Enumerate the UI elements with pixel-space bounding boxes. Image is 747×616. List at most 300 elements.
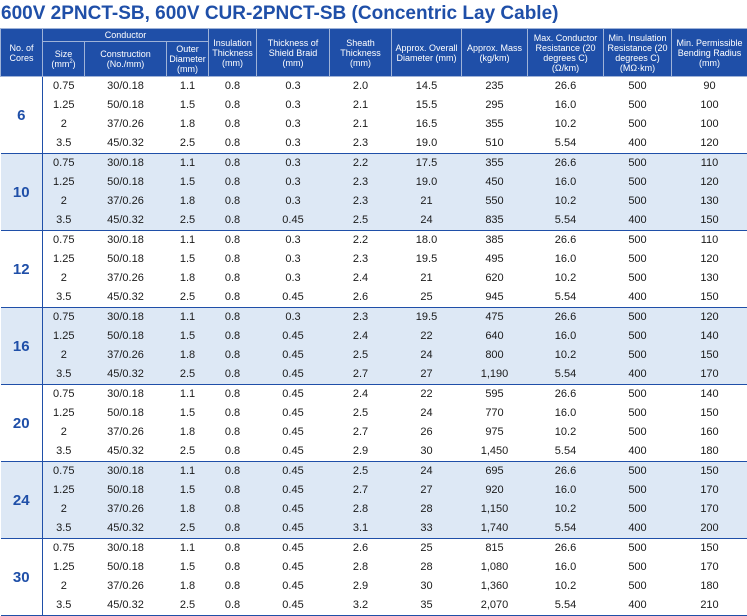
- cores-cell: 12: [1, 231, 43, 308]
- max-resistance-cell: 5.54: [528, 134, 604, 154]
- mass-cell: 450: [462, 173, 528, 192]
- outer-diameter-cell: 2.5: [167, 519, 209, 539]
- size-cell: 1.25: [43, 173, 85, 192]
- min-insulation-resistance-cell: 400: [604, 365, 672, 385]
- outer-diameter-cell: 1.1: [167, 385, 209, 405]
- insulation-thickness-cell: 0.8: [209, 211, 257, 231]
- outer-diameter-cell: 1.1: [167, 154, 209, 174]
- shield-braid-cell: 0.3: [257, 308, 330, 328]
- bending-radius-cell: 160: [672, 423, 747, 442]
- size-cell: 3.5: [43, 365, 85, 385]
- shield-braid-cell: 0.45: [257, 423, 330, 442]
- overall-diameter-cell: 21: [392, 192, 462, 211]
- mass-cell: 1,150: [462, 500, 528, 519]
- header-size-unit-post: ): [72, 59, 76, 69]
- sheath-cell: 2.2: [330, 154, 392, 174]
- insulation-thickness-cell: 0.8: [209, 500, 257, 519]
- shield-braid-cell: 0.45: [257, 442, 330, 462]
- shield-braid-cell: 0.45: [257, 577, 330, 596]
- table-row: [1, 404, 747, 423]
- shield-braid-cell: 0.45: [257, 346, 330, 365]
- size-cell: 1.25: [43, 96, 85, 115]
- mass-cell: 385: [462, 231, 528, 251]
- construction-cell: 50/0.18: [85, 558, 167, 577]
- sheath-cell: 2.5: [330, 462, 392, 482]
- mass-cell: 1,740: [462, 519, 528, 539]
- outer-diameter-cell: 2.5: [167, 134, 209, 154]
- min-insulation-resistance-cell: 500: [604, 250, 672, 269]
- max-resistance-cell: 5.54: [528, 596, 604, 616]
- size-cell: 2: [43, 423, 85, 442]
- max-resistance-cell: 10.2: [528, 577, 604, 596]
- table-row: [1, 462, 747, 482]
- table-row: [1, 134, 747, 154]
- min-insulation-resistance-cell: 500: [604, 77, 672, 97]
- overall-diameter-cell: 16.5: [392, 115, 462, 134]
- size-cell: 3.5: [43, 134, 85, 154]
- max-resistance-cell: 5.54: [528, 442, 604, 462]
- construction-cell: 37/0.26: [85, 423, 167, 442]
- bending-radius-cell: 110: [672, 154, 747, 174]
- header-size: [43, 42, 85, 77]
- sheath-cell: 2.5: [330, 211, 392, 231]
- mass-cell: 1,190: [462, 365, 528, 385]
- outer-diameter-cell: 1.8: [167, 192, 209, 211]
- table-row: [1, 250, 747, 269]
- insulation-thickness-cell: 0.8: [209, 192, 257, 211]
- mass-cell: 1,080: [462, 558, 528, 577]
- table-row: [1, 423, 747, 442]
- max-resistance-cell: 16.0: [528, 481, 604, 500]
- bending-radius-cell: 210: [672, 596, 747, 616]
- insulation-thickness-cell: 0.8: [209, 231, 257, 251]
- table-row: [1, 596, 747, 616]
- table-row: [1, 96, 747, 115]
- size-cell: 0.75: [43, 77, 85, 97]
- mass-cell: 595: [462, 385, 528, 405]
- insulation-thickness-cell: 0.8: [209, 327, 257, 346]
- construction-cell: 37/0.26: [85, 500, 167, 519]
- outer-diameter-cell: 2.5: [167, 211, 209, 231]
- construction-cell: 30/0.18: [85, 77, 167, 97]
- max-resistance-cell: 10.2: [528, 500, 604, 519]
- overall-diameter-cell: 19.5: [392, 250, 462, 269]
- shield-braid-cell: 0.45: [257, 462, 330, 482]
- mass-cell: 770: [462, 404, 528, 423]
- construction-cell: 50/0.18: [85, 250, 167, 269]
- sheath-cell: 3.2: [330, 596, 392, 616]
- sheath-cell: 2.5: [330, 346, 392, 365]
- bending-radius-cell: 170: [672, 365, 747, 385]
- mass-cell: 975: [462, 423, 528, 442]
- sheath-cell: 2.7: [330, 423, 392, 442]
- outer-diameter-cell: 1.1: [167, 77, 209, 97]
- max-resistance-cell: 26.6: [528, 77, 604, 97]
- shield-braid-cell: 0.3: [257, 134, 330, 154]
- table-row: [1, 231, 747, 251]
- min-insulation-resistance-cell: 500: [604, 539, 672, 559]
- construction-cell: 30/0.18: [85, 231, 167, 251]
- header-shield-braid: Thickness of Shield Braid (mm): [257, 29, 330, 77]
- outer-diameter-cell: 2.5: [167, 596, 209, 616]
- shield-braid-cell: 0.3: [257, 231, 330, 251]
- table-row: [1, 192, 747, 211]
- overall-diameter-cell: 17.5: [392, 154, 462, 174]
- min-insulation-resistance-cell: 500: [604, 462, 672, 482]
- min-insulation-resistance-cell: 500: [604, 115, 672, 134]
- max-resistance-cell: 26.6: [528, 154, 604, 174]
- shield-braid-cell: 0.3: [257, 250, 330, 269]
- outer-diameter-cell: 2.5: [167, 442, 209, 462]
- size-cell: 1.25: [43, 250, 85, 269]
- shield-braid-cell: 0.45: [257, 404, 330, 423]
- max-resistance-cell: 16.0: [528, 327, 604, 346]
- header-outer-diameter: Outer Diameter (mm): [167, 42, 209, 77]
- mass-cell: 640: [462, 327, 528, 346]
- overall-diameter-cell: 24: [392, 462, 462, 482]
- min-insulation-resistance-cell: 500: [604, 577, 672, 596]
- header-cores: No. of Cores: [1, 29, 43, 77]
- size-cell: 1.25: [43, 327, 85, 346]
- table-row: [1, 365, 747, 385]
- insulation-thickness-cell: 0.8: [209, 134, 257, 154]
- mass-cell: 620: [462, 269, 528, 288]
- overall-diameter-cell: 14.5: [392, 77, 462, 97]
- bending-radius-cell: 110: [672, 231, 747, 251]
- shield-braid-cell: 0.45: [257, 288, 330, 308]
- shield-braid-cell: 0.45: [257, 500, 330, 519]
- bending-radius-cell: 120: [672, 173, 747, 192]
- bending-radius-cell: 150: [672, 288, 747, 308]
- outer-diameter-cell: 1.1: [167, 539, 209, 559]
- bending-radius-cell: 150: [672, 404, 747, 423]
- size-cell: 3.5: [43, 211, 85, 231]
- sheath-cell: 2.5: [330, 404, 392, 423]
- overall-diameter-cell: 15.5: [392, 96, 462, 115]
- size-cell: 2: [43, 500, 85, 519]
- mass-cell: 800: [462, 346, 528, 365]
- shield-braid-cell: 0.3: [257, 154, 330, 174]
- table-row: [1, 269, 747, 288]
- header-size-label: Size: [54, 49, 73, 59]
- table-row: [1, 327, 747, 346]
- min-insulation-resistance-cell: 400: [604, 442, 672, 462]
- construction-cell: 30/0.18: [85, 462, 167, 482]
- outer-diameter-cell: 2.5: [167, 288, 209, 308]
- max-resistance-cell: 16.0: [528, 250, 604, 269]
- sheath-cell: 2.7: [330, 481, 392, 500]
- header-size-unit-sup: 2: [69, 59, 73, 65]
- min-insulation-resistance-cell: 400: [604, 519, 672, 539]
- overall-diameter-cell: 19.5: [392, 308, 462, 328]
- bending-radius-cell: 150: [672, 346, 747, 365]
- bending-radius-cell: 120: [672, 250, 747, 269]
- construction-cell: 37/0.26: [85, 192, 167, 211]
- min-insulation-resistance-cell: 500: [604, 423, 672, 442]
- construction-cell: 30/0.18: [85, 154, 167, 174]
- outer-diameter-cell: 1.5: [167, 327, 209, 346]
- min-insulation-resistance-cell: 500: [604, 404, 672, 423]
- cores-group: [1, 385, 747, 462]
- overall-diameter-cell: 24: [392, 211, 462, 231]
- size-cell: 3.5: [43, 519, 85, 539]
- insulation-thickness-cell: 0.8: [209, 115, 257, 134]
- outer-diameter-cell: 1.1: [167, 231, 209, 251]
- cores-cell: 24: [1, 462, 43, 539]
- bending-radius-cell: 100: [672, 115, 747, 134]
- mass-cell: 495: [462, 250, 528, 269]
- shield-braid-cell: 0.45: [257, 385, 330, 405]
- size-cell: 0.75: [43, 385, 85, 405]
- bending-radius-cell: 170: [672, 500, 747, 519]
- sheath-cell: 2.9: [330, 577, 392, 596]
- shield-braid-cell: 0.45: [257, 596, 330, 616]
- size-cell: 0.75: [43, 231, 85, 251]
- min-insulation-resistance-cell: 500: [604, 192, 672, 211]
- bending-radius-cell: 90: [672, 77, 747, 97]
- construction-cell: 45/0.32: [85, 288, 167, 308]
- overall-diameter-cell: 24: [392, 404, 462, 423]
- max-resistance-cell: 26.6: [528, 308, 604, 328]
- bending-radius-cell: 100: [672, 96, 747, 115]
- outer-diameter-cell: 1.8: [167, 346, 209, 365]
- table-row: [1, 558, 747, 577]
- sheath-cell: 2.0: [330, 77, 392, 97]
- outer-diameter-cell: 1.5: [167, 558, 209, 577]
- cores-cell: 30: [1, 539, 43, 616]
- bending-radius-cell: 170: [672, 558, 747, 577]
- size-cell: 0.75: [43, 462, 85, 482]
- table-row: [1, 154, 747, 174]
- bending-radius-cell: 140: [672, 385, 747, 405]
- header-construction: Construction (No./mm): [85, 42, 167, 77]
- insulation-thickness-cell: 0.8: [209, 346, 257, 365]
- construction-cell: 45/0.32: [85, 211, 167, 231]
- construction-cell: 50/0.18: [85, 404, 167, 423]
- overall-diameter-cell: 27: [392, 481, 462, 500]
- min-insulation-resistance-cell: 500: [604, 346, 672, 365]
- min-insulation-resistance-cell: 400: [604, 288, 672, 308]
- sheath-cell: 2.6: [330, 288, 392, 308]
- mass-cell: 1,450: [462, 442, 528, 462]
- overall-diameter-cell: 27: [392, 365, 462, 385]
- mass-cell: 835: [462, 211, 528, 231]
- shield-braid-cell: 0.45: [257, 211, 330, 231]
- overall-diameter-cell: 19.0: [392, 173, 462, 192]
- insulation-thickness-cell: 0.8: [209, 423, 257, 442]
- size-cell: 2: [43, 192, 85, 211]
- outer-diameter-cell: 1.8: [167, 500, 209, 519]
- outer-diameter-cell: 1.1: [167, 462, 209, 482]
- cores-group: [1, 539, 747, 616]
- construction-cell: 50/0.18: [85, 173, 167, 192]
- mass-cell: 695: [462, 462, 528, 482]
- min-insulation-resistance-cell: 500: [604, 96, 672, 115]
- max-resistance-cell: 10.2: [528, 423, 604, 442]
- header-mass: Approx. Mass (kg/km): [462, 29, 528, 77]
- cores-cell: 20: [1, 385, 43, 462]
- insulation-thickness-cell: 0.8: [209, 365, 257, 385]
- size-cell: 1.25: [43, 481, 85, 500]
- construction-cell: 45/0.32: [85, 365, 167, 385]
- outer-diameter-cell: 1.8: [167, 115, 209, 134]
- insulation-thickness-cell: 0.8: [209, 596, 257, 616]
- outer-diameter-cell: 1.8: [167, 423, 209, 442]
- overall-diameter-cell: 19.0: [392, 134, 462, 154]
- bending-radius-cell: 170: [672, 481, 747, 500]
- max-resistance-cell: 26.6: [528, 462, 604, 482]
- overall-diameter-cell: 22: [392, 385, 462, 405]
- mass-cell: 510: [462, 134, 528, 154]
- insulation-thickness-cell: 0.8: [209, 577, 257, 596]
- max-resistance-cell: 10.2: [528, 269, 604, 288]
- table-row: [1, 519, 747, 539]
- sheath-cell: 2.3: [330, 173, 392, 192]
- bending-radius-cell: 200: [672, 519, 747, 539]
- table-row: [1, 385, 747, 405]
- construction-cell: 50/0.18: [85, 96, 167, 115]
- table-row: [1, 308, 747, 328]
- bending-radius-cell: 140: [672, 327, 747, 346]
- mass-cell: 2,070: [462, 596, 528, 616]
- outer-diameter-cell: 1.8: [167, 269, 209, 288]
- table-row: [1, 173, 747, 192]
- outer-diameter-cell: 1.8: [167, 577, 209, 596]
- header-overall-diameter: Approx. Overall Diameter (mm): [392, 29, 462, 77]
- header-min-insulation-resistance: Min. Insulation Resistance (20 degrees C) (MΩ·km): [604, 29, 672, 77]
- min-insulation-resistance-cell: 500: [604, 308, 672, 328]
- shield-braid-cell: 0.45: [257, 539, 330, 559]
- insulation-thickness-cell: 0.8: [209, 404, 257, 423]
- insulation-thickness-cell: 0.8: [209, 250, 257, 269]
- min-insulation-resistance-cell: 500: [604, 481, 672, 500]
- header-insulation-thickness: Insulation Thickness (mm): [209, 29, 257, 77]
- bending-radius-cell: 180: [672, 577, 747, 596]
- sheath-cell: 2.4: [330, 269, 392, 288]
- size-cell: 2: [43, 577, 85, 596]
- sheath-cell: 2.3: [330, 134, 392, 154]
- min-insulation-resistance-cell: 500: [604, 154, 672, 174]
- insulation-thickness-cell: 0.8: [209, 539, 257, 559]
- cores-cell: 16: [1, 308, 43, 385]
- size-cell: 1.25: [43, 404, 85, 423]
- mass-cell: 355: [462, 115, 528, 134]
- sheath-cell: 2.8: [330, 558, 392, 577]
- bending-radius-cell: 150: [672, 211, 747, 231]
- bending-radius-cell: 120: [672, 308, 747, 328]
- construction-cell: 30/0.18: [85, 385, 167, 405]
- construction-cell: 37/0.26: [85, 269, 167, 288]
- size-cell: 1.25: [43, 558, 85, 577]
- mass-cell: 815: [462, 539, 528, 559]
- insulation-thickness-cell: 0.8: [209, 308, 257, 328]
- table-row: [1, 346, 747, 365]
- max-resistance-cell: 16.0: [528, 173, 604, 192]
- max-resistance-cell: 10.2: [528, 346, 604, 365]
- mass-cell: 550: [462, 192, 528, 211]
- shield-braid-cell: 0.3: [257, 173, 330, 192]
- sheath-cell: 2.1: [330, 96, 392, 115]
- insulation-thickness-cell: 0.8: [209, 288, 257, 308]
- size-cell: 2: [43, 269, 85, 288]
- mass-cell: 920: [462, 481, 528, 500]
- sheath-cell: 3.1: [330, 519, 392, 539]
- min-insulation-resistance-cell: 500: [604, 327, 672, 346]
- cores-group: [1, 154, 747, 231]
- min-insulation-resistance-cell: 500: [604, 231, 672, 251]
- shield-braid-cell: 0.45: [257, 558, 330, 577]
- sheath-cell: 2.1: [330, 115, 392, 134]
- insulation-thickness-cell: 0.8: [209, 269, 257, 288]
- cores-group: [1, 231, 747, 308]
- sheath-cell: 2.3: [330, 250, 392, 269]
- outer-diameter-cell: 1.5: [167, 404, 209, 423]
- outer-diameter-cell: 2.5: [167, 365, 209, 385]
- sheath-cell: 2.7: [330, 365, 392, 385]
- max-resistance-cell: 5.54: [528, 211, 604, 231]
- overall-diameter-cell: 28: [392, 558, 462, 577]
- overall-diameter-cell: 26: [392, 423, 462, 442]
- min-insulation-resistance-cell: 400: [604, 134, 672, 154]
- overall-diameter-cell: 25: [392, 288, 462, 308]
- min-insulation-resistance-cell: 500: [604, 500, 672, 519]
- bending-radius-cell: 130: [672, 269, 747, 288]
- cores-group: [1, 308, 747, 385]
- table-row: [1, 481, 747, 500]
- construction-cell: 30/0.18: [85, 308, 167, 328]
- min-insulation-resistance-cell: 400: [604, 211, 672, 231]
- min-insulation-resistance-cell: 500: [604, 173, 672, 192]
- sheath-cell: 2.2: [330, 231, 392, 251]
- overall-diameter-cell: 18.0: [392, 231, 462, 251]
- size-cell: 0.75: [43, 539, 85, 559]
- min-insulation-resistance-cell: 500: [604, 558, 672, 577]
- outer-diameter-cell: 1.5: [167, 173, 209, 192]
- max-resistance-cell: 16.0: [528, 404, 604, 423]
- min-insulation-resistance-cell: 500: [604, 269, 672, 288]
- table-row: [1, 442, 747, 462]
- size-cell: 0.75: [43, 154, 85, 174]
- shield-braid-cell: 0.3: [257, 192, 330, 211]
- shield-braid-cell: 0.45: [257, 365, 330, 385]
- insulation-thickness-cell: 0.8: [209, 519, 257, 539]
- max-resistance-cell: 16.0: [528, 96, 604, 115]
- overall-diameter-cell: 30: [392, 577, 462, 596]
- table-row: [1, 211, 747, 231]
- construction-cell: 37/0.26: [85, 577, 167, 596]
- table-row: [1, 500, 747, 519]
- overall-diameter-cell: 24: [392, 346, 462, 365]
- cores-cell: 6: [1, 77, 43, 154]
- table-row: [1, 539, 747, 559]
- mass-cell: 235: [462, 77, 528, 97]
- size-cell: 3.5: [43, 288, 85, 308]
- cores-group: [1, 462, 747, 539]
- cores-cell: 10: [1, 154, 43, 231]
- mass-cell: 475: [462, 308, 528, 328]
- header-size-unit-pre: (mm: [51, 59, 70, 69]
- mass-cell: 295: [462, 96, 528, 115]
- outer-diameter-cell: 1.5: [167, 481, 209, 500]
- shield-braid-cell: 0.3: [257, 269, 330, 288]
- size-cell: 0.75: [43, 308, 85, 328]
- construction-cell: 45/0.32: [85, 596, 167, 616]
- max-resistance-cell: 26.6: [528, 231, 604, 251]
- bending-radius-cell: 150: [672, 462, 747, 482]
- shield-braid-cell: 0.45: [257, 519, 330, 539]
- max-resistance-cell: 16.0: [528, 558, 604, 577]
- max-resistance-cell: 26.6: [528, 385, 604, 405]
